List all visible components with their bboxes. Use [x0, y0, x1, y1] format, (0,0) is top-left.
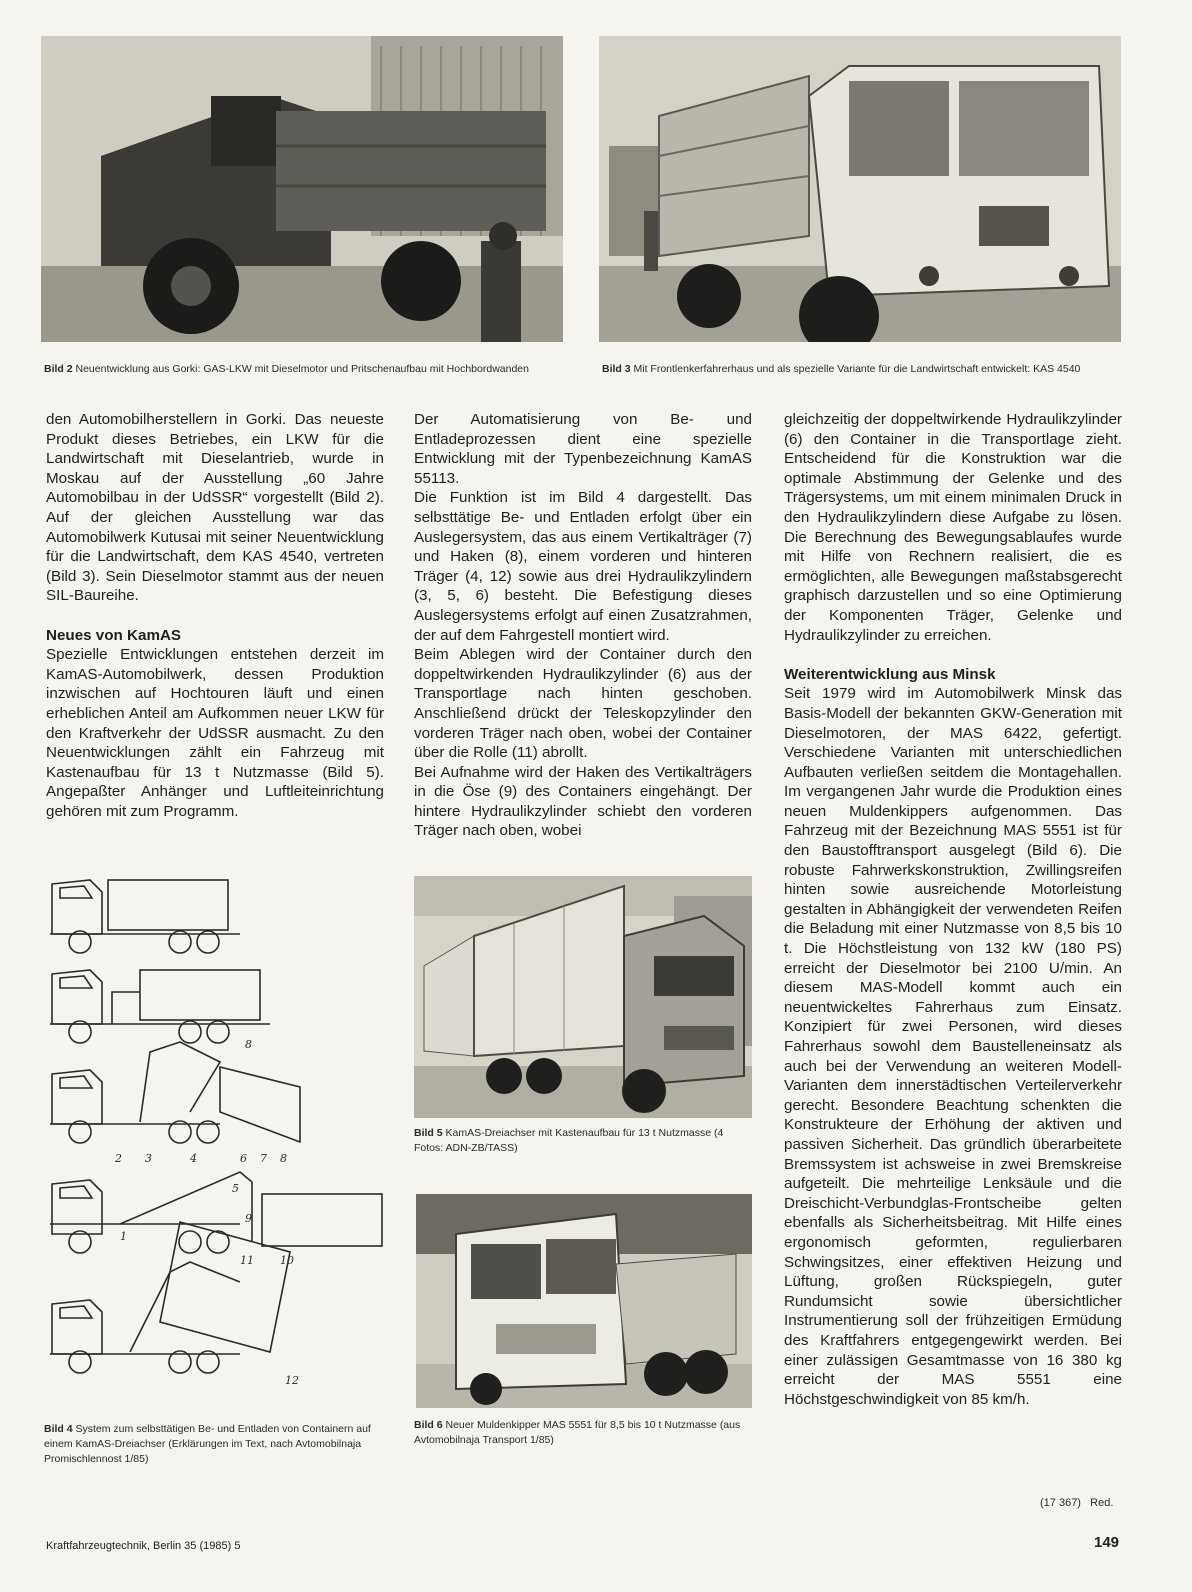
paragraph: Der Automatisierung von Be- und Entladeprozessen dient eine spezielle Entwicklung mit der Typenbezeichnung KamAS 55113.	[414, 411, 752, 487]
caption-text: Neuentwicklung aus Gorki: GAS-LKW mit Dieselmotor und Pritschenaufbau mit Hochbordwanden	[72, 363, 529, 375]
label-8: 8	[245, 1038, 252, 1051]
editor-mark: Red.	[1090, 1497, 1114, 1509]
paragraph: den Automobilherstellern in Gorki. Das neueste Produkt dieses Betriebes, ein LKW für die Landwirtschaft mit Dieselantrieb, wurde in Moskau auf der Ausstellung „60 Jahre Automobilbau in der UdSSR“ vorgestellt (Bild 2). Auf der gleichen Ausstellung war das Automobilwerk Kutusai mit seiner Neuentwicklung für die Landwirtschaft, dem KAS 4540, vertreten (Bild 3). Sein Dieselmotor stammt aus der neuen SIL-Baureihe.	[46, 411, 384, 605]
caption-bild-4	[44, 1422, 394, 1467]
label-6: 6	[240, 1152, 247, 1165]
caption-bild-3	[602, 362, 1122, 377]
label-3: 3	[145, 1152, 152, 1165]
label-10: 10	[280, 1254, 294, 1267]
label-4: 4	[190, 1152, 197, 1165]
label-1: 1	[120, 1230, 127, 1243]
label-12: 12	[285, 1374, 299, 1387]
paragraph: Beim Ablegen wird der Container durch den doppeltwirkenden Hydraulikzylinder (6) aus der Transportlage nach hinten geschoben. Anschließend drückt der Teleskopzylinder den vorderen Träger nach oben, wobei der Container über die Rolle (11) abrollt.	[414, 646, 752, 762]
page-number: 149	[1094, 1534, 1120, 1551]
caption-label: Bild 4	[44, 1423, 73, 1435]
truck-drawing-1	[50, 880, 240, 953]
label-5: 5	[232, 1182, 239, 1195]
caption-text: KamAS-Dreiachser mit Kastenaufbau für 13 t Nutzmasse (4 Fotos: ADN-ZB/TASS)	[414, 1127, 724, 1154]
photo-bild-5	[414, 876, 752, 1118]
label-7: 7	[260, 1152, 267, 1165]
caption-bild-5	[414, 1126, 754, 1156]
label-2: 2	[115, 1152, 122, 1165]
label-8b: 8	[280, 1152, 287, 1165]
truck-drawing-5	[50, 1222, 290, 1373]
caption-label: Bild 6	[414, 1419, 443, 1431]
caption-text: Neuer Muldenkipper MAS 5551 für 8,5 bis 10 t Nutzmasse (aus Avtomobilnaja Transport 1/85)	[414, 1419, 741, 1446]
journal-footer: Kraftfahrzeugtechnik, Berlin 35 (1985) 5	[46, 1540, 241, 1552]
caption-bild-2	[44, 362, 569, 377]
reference-line	[1040, 1496, 1130, 1511]
column-1-text	[46, 410, 384, 821]
column-3-text	[784, 410, 1122, 1409]
paragraph: gleichzeitig der doppeltwirkende Hydraulikzylinder (6) den Container in die Transportlage zieht. Entscheidend für die Konstruktion war die optimale Abstimmung der Gelenke und des Trägersystems, um mit einem minimalen Druck in den Hydraulikzylindern diese Aufgabe zu lösen. Die Berechnung des Bewegungsablaufes wurde mit Hilfe von Rechnern realisiert, die es ermöglichten, alle Bewegungen maßstabsgerecht graphisch darzustellen und so eine Optimierung der Komponenten Träger, Gelenke und Hydraulikzylinder zu erreichen.	[784, 411, 1122, 644]
reference-number: (17 367)	[1040, 1497, 1081, 1509]
photo-bild-6	[416, 1194, 752, 1408]
photo-bild-2	[41, 36, 563, 342]
caption-label: Bild 5	[414, 1127, 443, 1139]
truck-drawing-2	[50, 970, 270, 1043]
photo-bild-3	[599, 36, 1121, 342]
caption-text: System zum selbsttätigen Be- und Entladen von Containern auf einem KamAS-Dreiachser (Erklärungen im Text, nach Avtomobilnaja Promischlennost 1/85)	[44, 1423, 371, 1465]
caption-label: Bild 2	[44, 363, 73, 375]
paragraph: Bei Aufnahme wird der Haken des Vertikalträgers in die Öse (9) des Containers eingehängt. Der hintere Hydraulikzylinder schiebt den vorderen Träger nach oben, wobei	[414, 763, 752, 840]
section-heading: Neues von KamAS	[46, 626, 182, 644]
caption-label: Bild 3	[602, 363, 631, 375]
column-2-text	[414, 410, 752, 841]
caption-bild-6	[414, 1418, 754, 1448]
label-11: 11	[240, 1254, 254, 1267]
paragraph: Die Funktion ist im Bild 4 dargestellt. Das selbsttätige Be- und Entladen erfolgt über ein Auslegersystem, das aus einem Vertikalträger (7) und Haken (8), einem vorderen und hinteren Träger (4, 12) sowie aus drei Hydraulikzylindern (3, 5, 6) besteht. Die Befestigung dieses Auslegersystems erfolgt auf einen Zusatzrahmen, der auf dem Fahrgestell montiert wird.	[414, 489, 752, 644]
caption-text: Mit Frontlenkerfahrerhaus und als spezielle Variante für die Landwirtschaft entwickelt: KAS 4540	[630, 363, 1081, 375]
paragraph: Seit 1979 wird im Automobilwerk Minsk das Basis-Modell der bekannten GKW-Generation mit Dieselmotoren, der MAS 6422, gefertigt. Verschiedene Varianten mit unterschiedlichen Aufbauten verließen seitdem die Montagehallen. Im vergangenen Jahr wurde die Produktion eines neuen Muldenkippers aufgenommen. Das Fahrzeug mit der Bezeichnung MAS 5551 ist für den Baustofftransport ausgelegt (Bild 6). Die robuste Fahrwerkskonstruktion, Zwillingsreifen hinten sowie ausreichende Motorleistung gestalten in Abhängigkeit der verwendeten Reifen die Beladung mit einer Nutzmasse von 8,5 bis 10 t. Die Höchstleistung von 132 kW (180 PS) erreicht der Dieselmotor bei 2100 U/min. An diesem MAS-Modell kommt auch ein neuentwickeltes Fahrerhaus zum Einsatz. Konzipiert für zwei Personen, wird dieses Fahrerhaus sowohl dem Baustelleneinsatz als auch bei der Verwendung an weiteren Modell-Varianten dem innerstädtischen Verteilerverkehr gerecht. Besondere Beachtung schenkten die Konstrukteure der Erhöhung der aktiven und passiven Sicherheit. Das gründlich überarbeitete Bremssystem ist achsweise in zwei Bremskreise aufgeteilt. Die mehrteilige Lenksäule und die Dreischicht-Verbundglas-Frontscheibe gelten ebenfalls als Sicherheitsbeitrag. Mit Hilfe eines ergonomisch geformten, regulierbaren Schwingsitzes, einer effektiven Heizung und Lüftung, großen Rückspiegeln, guter Rundumsicht sowie übersichtlicher Instrumentierung soll der frühzeitigen Ermüdung des Kraftfahrers entgegengewirkt werden. Bei einer zulässigen Gesamtmasse von 16 380 kg erreicht der MAS 5551 eine Höchstgeschwindigkeit von 85 km/h.	[784, 685, 1122, 1408]
paragraph: Spezielle Entwicklungen entstehen derzeit im KamAS-Automobilwerk, dessen Produktion inzwischen auf Hochtouren läuft und einen erheblichen Anteil am Aufkommen neuer LKW für den Kraftverkehr der UdSSR ausmacht. Zu den Neuentwicklungen zählt ein Fahrzeug mit Kastenaufbau für 13 t Nutzmasse (Bild 5). Angepaßter Anhänger und Luftleiteinrichtung gehören mit zum Programm.	[46, 646, 384, 820]
section-heading: Weiterentwicklung aus Minsk	[784, 665, 996, 683]
label-9: 9	[245, 1212, 252, 1225]
truck-drawing-4	[50, 1172, 382, 1253]
diagram-bild-4	[40, 862, 400, 1412]
truck-drawing-3	[50, 1042, 300, 1143]
